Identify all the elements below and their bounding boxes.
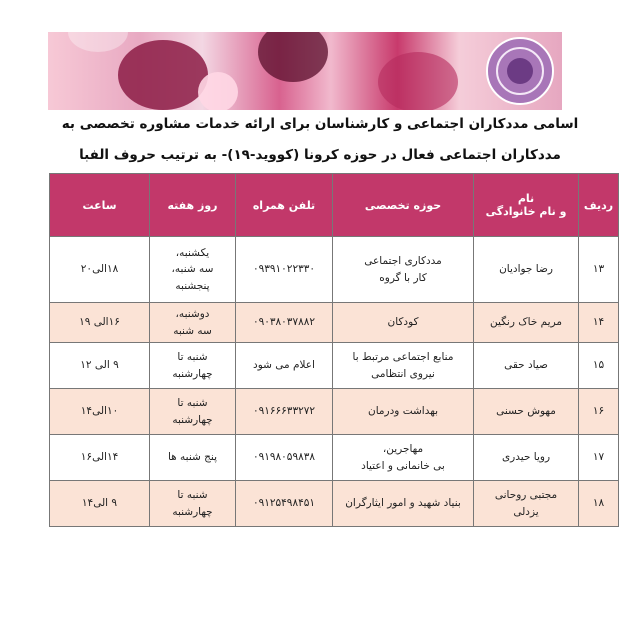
banner-decoration [378, 52, 458, 110]
col-header-hours: ساعت [50, 174, 150, 237]
association-logo [486, 37, 554, 105]
cell-days: یکشنبه، سه شنبه، پنجشنبه [150, 237, 236, 303]
banner-decoration [198, 72, 238, 110]
cell-days: دوشنبه، سه شنبه [150, 303, 236, 343]
table-body [50, 237, 619, 527]
col-header-row: ردیف [579, 174, 619, 237]
cell-row: ۱۶ [579, 389, 619, 435]
cell-row: ۱۵ [579, 343, 619, 389]
cell-hours: ۹ الی۱۴ [50, 481, 150, 527]
cell-name: رویا حیدری [474, 435, 579, 481]
cell-hours: ۱۶الی ۱۹ [50, 303, 150, 343]
cell-name: مجتبی روحانی یزدلی [474, 481, 579, 527]
cell-field: بهداشت ودرمان [333, 389, 474, 435]
cell-row: ۱۸ [579, 481, 619, 527]
cell-phone: اعلام می شود [236, 343, 333, 389]
header-banner [48, 32, 562, 110]
banner-decoration [68, 32, 128, 52]
cell-phone: ۰۹۱۹۸۰۵۹۸۳۸ [236, 435, 333, 481]
cell-days: شنبه تا چهارشنبه [150, 481, 236, 527]
cell-phone: ۰۹۳۹۱۰۲۲۳۳۰ [236, 237, 333, 303]
cell-phone: ۰۹۱۶۶۶۳۳۲۷۲ [236, 389, 333, 435]
col-header-field: حوزه تخصصی [333, 174, 474, 237]
cell-hours: ۱۰الی۱۴ [50, 389, 150, 435]
cell-name: رضا جوادیان [474, 237, 579, 303]
cell-hours: ۹ الی ۱۲ [50, 343, 150, 389]
table-row [50, 303, 619, 343]
banner-decoration [118, 40, 208, 110]
cell-name: صیاد حقی [474, 343, 579, 389]
table-row [50, 237, 619, 303]
cell-field: مهاجرین، بی خانمانی و اعتیاد [333, 435, 474, 481]
cell-hours: ۱۸الی۲۰ [50, 237, 150, 303]
col-header-name-line1: نام [517, 192, 535, 205]
cell-phone: ۰۹۰۳۸۰۳۷۸۸۲ [236, 303, 333, 343]
cell-name: مهوش حسنی [474, 389, 579, 435]
cell-days: شنبه تا چهارشنبه [150, 389, 236, 435]
table-row [50, 435, 619, 481]
cell-field: کودکان [333, 303, 474, 343]
cell-field: مددکاری اجتماعی کار با گروه [333, 237, 474, 303]
cell-days: شنبه تا چهارشنبه [150, 343, 236, 389]
col-header-name [474, 174, 579, 237]
cell-field: منابع اجتماعی مرتبط با نیروی انتظامی [333, 343, 474, 389]
cell-hours: ۱۴الی۱۶ [50, 435, 150, 481]
counselors-table [49, 173, 619, 527]
col-header-name-line2: و نام خانوادگی [485, 205, 567, 218]
table-row [50, 389, 619, 435]
col-header-phone: تلفن همراه [236, 174, 333, 237]
cell-field: بنیاد شهید و امور ایثارگران [333, 481, 474, 527]
cell-phone: ۰۹۱۲۵۴۹۸۴۵۱ [236, 481, 333, 527]
cell-row: ۱۷ [579, 435, 619, 481]
document-title-line2: مددکاران اجتماعی فعال در حوزه کرونا (کووید-۱۹)- به ترتیب حروف الفبا [79, 147, 561, 163]
cell-row: ۱۴ [579, 303, 619, 343]
cell-name: مریم خاک رنگین [474, 303, 579, 343]
table-row [50, 481, 619, 527]
cell-row: ۱۳ [579, 237, 619, 303]
document-title-line1: اسامی مددکاران اجتماعی و کارشناسان برای ارائه خدمات مشاوره تخصصی به [61, 116, 579, 132]
table-row [50, 343, 619, 389]
cell-days: پنج شنبه ها [150, 435, 236, 481]
table-header-row [50, 174, 619, 237]
banner-decoration [258, 32, 328, 82]
logo-emblem [507, 58, 533, 84]
col-header-days: روز هفته [150, 174, 236, 237]
